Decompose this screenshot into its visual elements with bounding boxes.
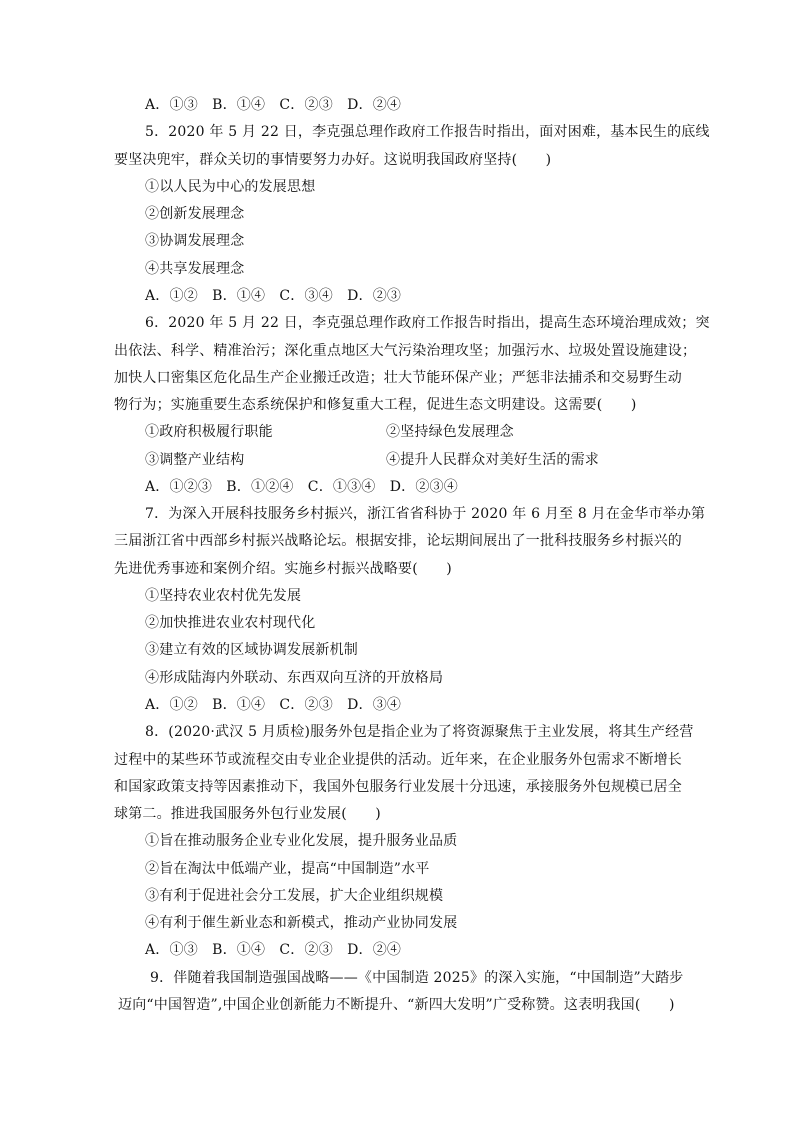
q8-stem-line-1: 8．(2020·武汉 5 月质检)服务外包是指企业为了将资源聚焦于主业发展，将其生产经营 — [145, 724, 694, 740]
q7-option-1: ①坚持农业农村优先发展 — [145, 588, 302, 604]
q8-stem-line-2: 过程中的某些环节或流程交由专业企业提供的活动。近年来，在企业服务外包需求不断增长 — [114, 752, 682, 768]
q9-stem-line-1: 9．伴随着我国制造强国战略——《中国制造 2025》的深入实施，“中国制造”大踏步 — [150, 970, 684, 986]
q6-option-2: ②坚持绿色发展理念 — [386, 424, 514, 440]
q6-stem-line-4: 物行为；实施重要生态系统保护和修复重大工程，促进生态文明建设。这需要( ) — [114, 397, 637, 413]
q8-option-2: ②旨在淘汰中低端产业，提高“中国制造”水平 — [145, 861, 430, 877]
q5-stem-line-1: 5．2020 年 5 月 22 日，李克强总理作政府工作报告时指出，面对困难，基本民生的底线 — [145, 124, 710, 140]
q7-stem-line-3: 先进优秀事迹和案例介绍。实施乡村振兴战略要( ) — [114, 561, 452, 577]
q8-stem-line-3: 和国家政策支持等因素推动下，我国外包服务行业发展十分迅速，承接服务外包规模已居全 — [114, 779, 682, 795]
q7-option-4: ④形成陆海内外联动、东西双向互济的开放格局 — [145, 670, 444, 686]
q6-answers: A．①②③ B．①②④ C．①③④ D．②③④ — [145, 479, 458, 495]
q5-option-3: ③协调发展理念 — [145, 233, 245, 249]
q5-option-2: ②创新发展理念 — [145, 206, 245, 222]
q8-option-3: ③有利于促进社会分工发展，扩大企业组织规模 — [145, 888, 444, 904]
q6-option-4: ④提升人民群众对美好生活的需求 — [386, 452, 599, 468]
q7-answers: A．①② B．①④ C．②③ D．③④ — [145, 697, 402, 713]
prev-question-answers: A．①③ B．①④ C．②③ D．②④ — [145, 97, 402, 113]
q7-option-3: ③建立有效的区域协调发展新机制 — [145, 642, 358, 658]
q8-answers: A．①③ B．①④ C．②③ D．②④ — [145, 942, 402, 958]
q6-option-1: ①政府积极履行职能 — [145, 424, 273, 440]
q7-stem-line-2: 三届浙江省中西部乡村振兴战略论坛。根据安排，论坛期间展出了一批科技服务乡村振兴的 — [114, 533, 682, 549]
q5-option-1: ①以人民为中心的发展思想 — [145, 179, 316, 195]
q6-option-3: ③调整产业结构 — [145, 452, 245, 468]
q5-option-4: ④共享发展理念 — [145, 261, 245, 277]
q8-option-1: ①旨在推动服务企业专业化发展，提升服务业品质 — [145, 833, 458, 849]
q9-stem-line-2: 迈向“中国智造”,中国企业创新能力不断提升、“新四大发明”广受称赞。这表明我国( ) — [118, 997, 675, 1013]
q6-stem-line-2: 出依法、科学、精准治污；深化重点地区大气污染治理攻坚；加强污水、垃圾处置设施建设； — [114, 343, 697, 359]
q8-option-4: ④有利于催生新业态和新模式，推动产业协同发展 — [145, 915, 458, 931]
q7-stem-line-1: 7．为深入开展科技服务乡村振兴，浙江省省科协于 2020 年 6 月至 8 月在金华市举办第 — [145, 506, 706, 522]
q7-option-2: ②加快推进农业农村现代化 — [145, 615, 316, 631]
q8-stem-line-4: 球第二。推进我国服务外包行业发展( ) — [114, 806, 381, 822]
q6-stem-line-1: 6．2020 年 5 月 22 日，李克强总理作政府工作报告时指出，提高生态环境治理成效；突 — [145, 315, 710, 331]
q5-stem-line-2: 要坚决兜牢，群众关切的事情要努力办好。这说明我国政府坚持( ) — [114, 152, 552, 168]
q5-answers: A．①② B．①④ C．③④ D．②③ — [145, 288, 402, 304]
q6-stem-line-3: 加快人口密集区危化品生产企业搬迁改造；壮大节能环保产业；严惩非法捕杀和交易野生动 — [114, 370, 682, 386]
